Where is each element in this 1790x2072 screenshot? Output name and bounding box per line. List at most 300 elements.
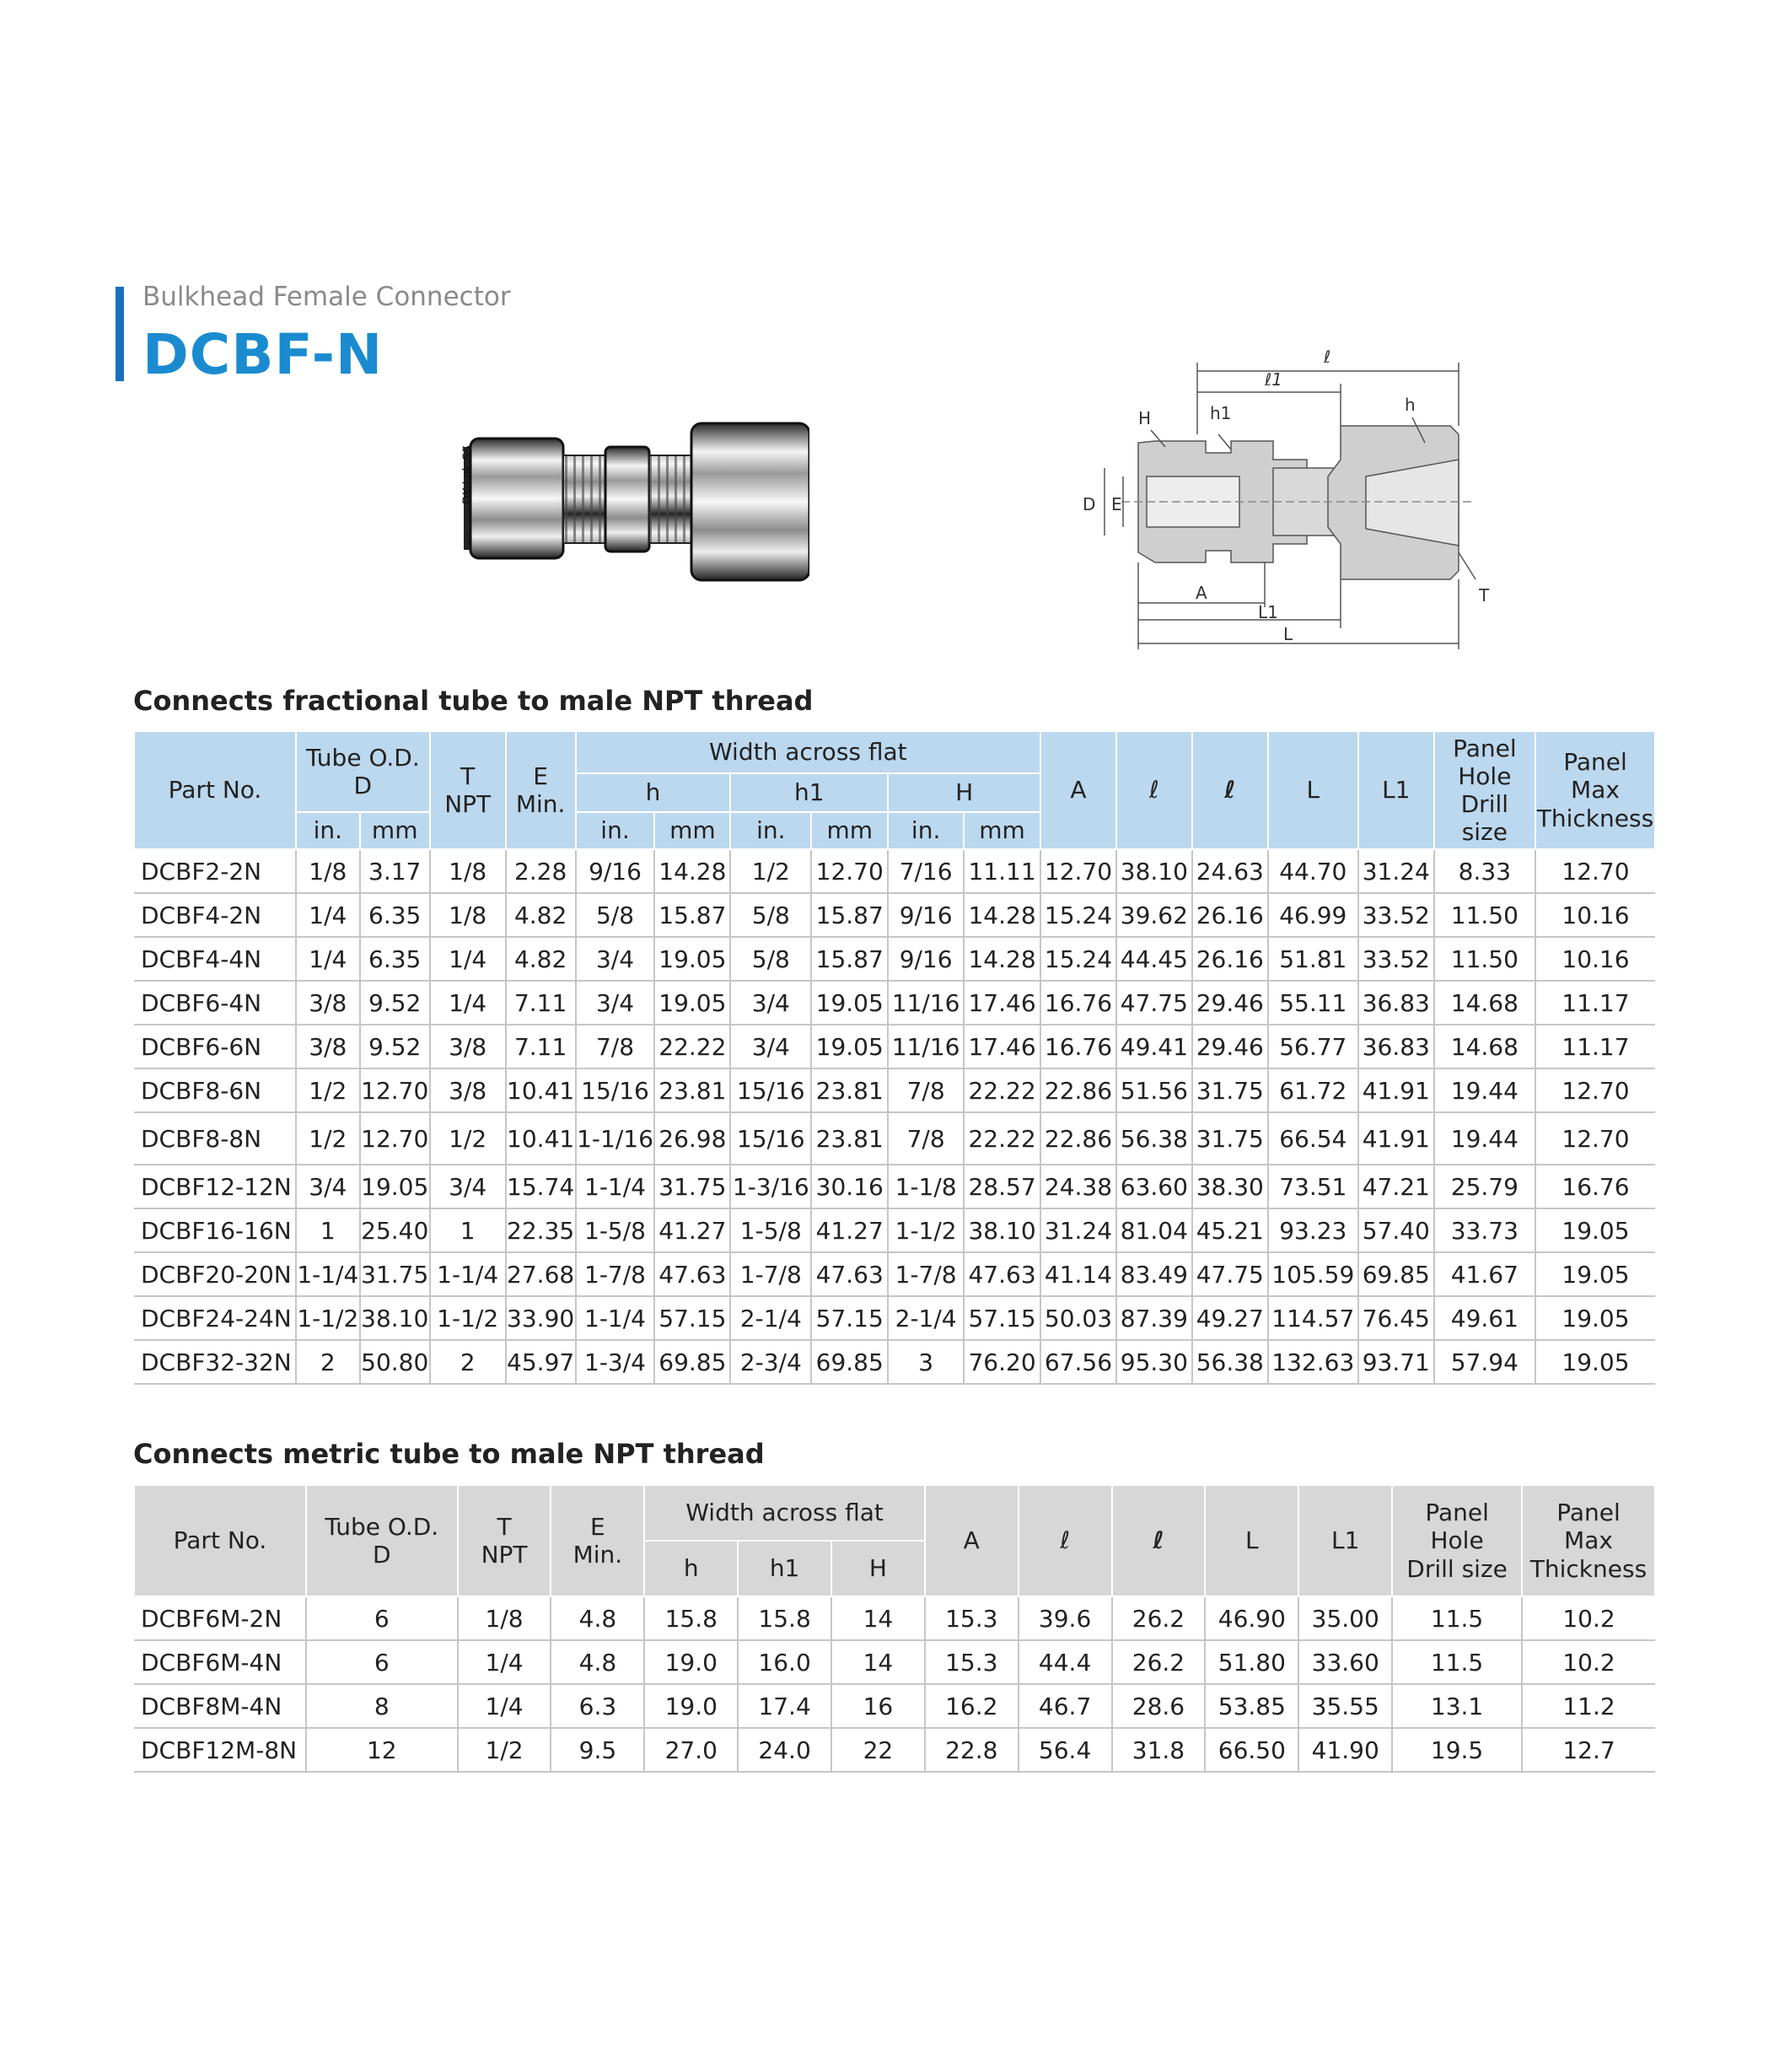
table-cell: 11.5 [1392,1596,1522,1640]
table-cell: 15.3 [925,1596,1019,1640]
table-cell: 1/2 [430,1112,506,1165]
col-tube-in: in. [296,812,360,849]
table-cell: 33.52 [1358,937,1434,981]
table-cell: 31.75 [1192,1068,1268,1112]
metric-col-h1: h1 [738,1541,831,1596]
table-cell: 35.00 [1298,1596,1392,1640]
table-cell: 19.05 [654,981,730,1025]
table-cell: 11/16 [888,1025,964,1068]
table-row [134,1296,1655,1340]
table-cell: 11.5 [1392,1640,1522,1684]
metric-col-panel-hole-drill [1392,1485,1522,1596]
table-cell: 1-1/4 [296,1252,360,1296]
table-cell: 24.63 [1192,849,1268,893]
table-cell: 38.30 [1192,1165,1268,1208]
dim-label-L1: L1 [1258,602,1278,622]
metric-table-body [134,1596,1655,1772]
table-cell: 1/2 [730,849,811,893]
dim-label-E: E [1111,494,1122,514]
metric-col-H: H [831,1541,925,1596]
col-panel-hole-drill [1434,731,1535,849]
table-cell: 31.75 [360,1252,430,1296]
table-cell: 38.10 [360,1296,430,1340]
table-cell: 41.91 [1358,1068,1434,1112]
table-row [134,1340,1655,1384]
table-cell: 15.3 [925,1640,1019,1684]
table-cell: 95.30 [1116,1340,1192,1384]
table-cell: 9/16 [888,937,964,981]
col-part-no: Part No. [134,731,296,849]
table-cell: 16.76 [1040,981,1116,1025]
table-cell: 1/4 [458,1640,551,1684]
part-number-cell: DCBF16-16N [134,1208,296,1252]
table-cell: 1/4 [296,893,360,937]
table-cell: 4.82 [506,937,576,981]
table-cell: 36.83 [1358,1025,1434,1068]
table-cell: 14.28 [964,937,1040,981]
table-cell: 26.2 [1112,1596,1206,1640]
table-cell: 44.4 [1019,1640,1112,1684]
part-number-cell: DCBF6M-4N [134,1640,306,1684]
table-cell: 12.70 [1535,1068,1655,1112]
table-cell: 14.28 [964,893,1040,937]
panel-hole-line3: Drill size [1460,790,1509,847]
table-cell: 6 [306,1640,458,1684]
panel-max-line1: Panel [1563,748,1627,777]
table-cell: 3 [888,1340,964,1384]
table-cell: 25.79 [1434,1165,1535,1208]
table-cell: 3/4 [730,1025,811,1068]
panel-hole-line2: Hole [1458,762,1512,790]
table-cell: 24.38 [1040,1165,1116,1208]
table-cell: 31.8 [1112,1728,1206,1772]
table-cell: 41.90 [1298,1728,1392,1772]
metric-npt-label: NPT [481,1541,528,1569]
table-cell: 14.68 [1434,981,1535,1025]
table-cell: 12.70 [360,1068,430,1112]
table-cell: 9.52 [360,1025,430,1068]
table-cell: 1/2 [296,1112,360,1165]
col-H-in: in. [888,812,964,849]
table-cell: 11.17 [1535,981,1655,1025]
table-cell: 7/16 [888,849,964,893]
table-cell: 47.21 [1358,1165,1434,1208]
tube-od-symbol: D [353,772,373,799]
t-label: T [460,762,476,790]
table-cell: 1 [430,1208,506,1252]
col-H-mm: mm [964,812,1040,849]
product-photo [455,413,809,590]
table-cell: 12 [306,1728,458,1772]
tube-od-label: Tube O.D. [305,743,420,772]
table-cell: 57.40 [1358,1208,1434,1252]
table-cell: 35.55 [1298,1684,1392,1728]
part-number-cell: DCBF6-4N [134,981,296,1025]
table-cell: 50.80 [360,1340,430,1384]
table-cell: 44.45 [1116,937,1192,981]
metric-e-min-label: Min. [572,1541,623,1569]
table-cell: 2-3/4 [730,1340,811,1384]
table-cell: 24.0 [738,1728,831,1772]
table-cell: 10.41 [506,1068,576,1112]
table-cell: 8.33 [1434,849,1535,893]
dim-label-l: ℓ [1324,347,1331,367]
part-number-cell: DCBF4-4N [134,937,296,981]
table-cell: 23.81 [811,1112,888,1165]
table-cell: 132.63 [1268,1340,1358,1384]
table-cell: 19.05 [654,937,730,981]
table-cell: 4.8 [551,1596,644,1640]
table-cell: 1-5/8 [730,1208,811,1252]
table-cell: 7/8 [576,1025,655,1068]
table-cell: 22.8 [925,1728,1019,1772]
dim-label-h: h [1405,395,1416,415]
part-number-cell: DCBF6-6N [134,1025,296,1068]
table-row [134,849,1655,893]
table-cell: 10.41 [506,1112,576,1165]
table-row [134,981,1655,1025]
table-cell: 45.97 [506,1340,576,1384]
table-cell: 1-1/4 [430,1252,506,1296]
table-cell: 10.2 [1522,1596,1655,1640]
table-cell: 19.05 [811,1025,888,1068]
metric-col-l-script: ℓ [1019,1485,1112,1596]
table-cell: 6.35 [360,893,430,937]
table-cell: 81.04 [1116,1208,1192,1252]
table-cell: 11.2 [1522,1684,1655,1728]
table-cell: 19.05 [1535,1296,1655,1340]
table-cell: 38.10 [1116,849,1192,893]
table-cell: 29.46 [1192,1025,1268,1068]
table-cell: 22.22 [964,1112,1040,1165]
table-cell: 15/16 [730,1112,811,1165]
dim-label-H: H [1138,408,1152,428]
col-h-in: in. [576,812,655,849]
table-cell: 5/8 [730,937,811,981]
table-cell: 7/8 [888,1068,964,1112]
metric-col-e-min [551,1485,644,1596]
table-cell: 1-7/8 [888,1252,964,1296]
col-e-min [506,731,576,849]
table-cell: 26.16 [1192,893,1268,937]
e-min-label: Min. [515,790,566,818]
table-cell: 19.05 [1535,1340,1655,1384]
part-number-cell: DCBF2-2N [134,849,296,893]
metric-col-L: L [1205,1485,1298,1596]
table-cell: 26.2 [1112,1640,1206,1684]
table-cell: 19.0 [644,1684,738,1728]
table-cell: 2.28 [506,849,576,893]
table-cell: 16 [831,1684,925,1728]
table-row [134,1068,1655,1112]
table-cell: 69.85 [811,1340,888,1384]
table-cell: 41.27 [654,1208,730,1252]
table-cell: 41.27 [811,1208,888,1252]
metric-col-part-no: Part No. [134,1485,306,1596]
table-cell: 17.46 [964,981,1040,1025]
table-cell: 9/16 [576,849,655,893]
table-cell: 1/4 [296,937,360,981]
table-cell: 14.68 [1434,1025,1535,1068]
table-cell: 16.2 [925,1684,1019,1728]
table-cell: 22.22 [654,1025,730,1068]
dim-label-T: T [1479,585,1490,605]
table-cell: 1/4 [458,1684,551,1728]
table-cell: 11/16 [888,981,964,1025]
table-cell: 39.62 [1116,893,1192,937]
table-cell: 7/8 [888,1112,964,1165]
table-cell: 1-7/8 [730,1252,811,1296]
table-cell: 15/16 [576,1068,655,1112]
table-cell: 1/8 [296,849,360,893]
table-cell: 9.5 [551,1728,644,1772]
table-row [134,1112,1655,1165]
table-cell: 33.60 [1298,1640,1392,1684]
table-cell: 3/8 [430,1025,506,1068]
table-cell: 1-3/16 [730,1165,811,1208]
table-row [134,1165,1655,1208]
table-cell: 31.75 [1192,1112,1268,1165]
table-cell: 1-3/4 [576,1340,655,1384]
dimension-drawing [1071,342,1518,662]
part-number-cell: DCBF8-8N [134,1112,296,1165]
table-cell: 19.0 [644,1640,738,1684]
table-cell: 73.51 [1268,1165,1358,1208]
metric-col-width-across-flat: Width across flat [644,1485,925,1541]
table-cell: 33.52 [1358,893,1434,937]
metric-panel-hole-line1: Panel [1425,1499,1489,1527]
panel-hole-line1: Panel [1453,734,1517,762]
table-cell: 3/8 [296,1025,360,1068]
col-h1-mm: mm [811,812,888,849]
table-cell: 12.70 [360,1112,430,1165]
dim-label-l1: ℓ1 [1265,369,1282,390]
table-cell: 17.46 [964,1025,1040,1068]
table-cell: 1/8 [430,849,506,893]
accent-bar [116,287,124,381]
table-row [134,1728,1655,1772]
table-cell: 1/8 [458,1596,551,1640]
table-cell: 3/4 [730,981,811,1025]
table-cell: 67.56 [1040,1340,1116,1384]
table-cell: 46.90 [1205,1596,1298,1640]
table-cell: 4.8 [551,1640,644,1684]
table-cell: 15.87 [654,893,730,937]
table-cell: 2-1/4 [888,1296,964,1340]
table-cell: 14 [831,1640,925,1684]
table-cell: 5/8 [730,893,811,937]
table-cell: 76.45 [1358,1296,1434,1340]
table-cell: 11.50 [1434,937,1535,981]
table-cell: 57.15 [654,1296,730,1340]
metric-tube-od-label: Tube O.D. [325,1512,439,1541]
fractional-spec-table [133,730,1656,1385]
table-cell: 47.75 [1192,1252,1268,1296]
table-cell: 10.16 [1535,893,1655,937]
dim-label-D: D [1083,494,1096,514]
part-number-cell: DCBF8M-4N [134,1684,306,1728]
table-cell: 1-1/8 [888,1165,964,1208]
table-cell: 10.2 [1522,1640,1655,1684]
col-tube-mm: mm [360,812,430,849]
table-row [134,937,1655,981]
table-cell: 66.54 [1268,1112,1358,1165]
table-cell: 28.6 [1112,1684,1206,1728]
table-cell: 11.50 [1434,893,1535,937]
table-cell: 27.0 [644,1728,738,1772]
table-cell: 15.8 [644,1596,738,1640]
table-cell: 19.05 [1535,1208,1655,1252]
table-cell: 15.74 [506,1165,576,1208]
metric-table-title: Connects metric tube to male NPT thread [133,1438,765,1470]
col-width-across-flat: Width across flat [576,731,1040,773]
table-cell: 2 [296,1340,360,1384]
table-row [134,1684,1655,1728]
metric-panel-max-line2: Max [1564,1526,1613,1555]
table-cell: 22.22 [964,1068,1040,1112]
table-cell: 87.39 [1116,1296,1192,1340]
table-cell: 44.70 [1268,849,1358,893]
col-h-mm: mm [654,812,730,849]
table-cell: 11.17 [1535,1025,1655,1068]
metric-panel-max-line3: Thickness [1529,1554,1648,1583]
table-cell: 56.38 [1192,1340,1268,1384]
table-cell: 27.68 [506,1252,576,1296]
table-cell: 1/2 [458,1728,551,1772]
table-cell: 56.77 [1268,1025,1358,1068]
table-cell: 14 [831,1596,925,1640]
table-cell: 46.99 [1268,893,1358,937]
fractional-table-title: Connects fractional tube to male NPT thread [133,685,814,717]
metric-col-L1: L1 [1298,1485,1392,1596]
table-cell: 31.75 [654,1165,730,1208]
table-cell: 12.70 [1040,849,1116,893]
table-cell: 57.94 [1434,1340,1535,1384]
table-cell: 47.63 [654,1252,730,1296]
table-cell: 19.05 [1535,1252,1655,1296]
table-cell: 31.24 [1358,849,1434,893]
table-cell: 6.35 [360,937,430,981]
table-cell: 2-1/4 [730,1296,811,1340]
table-cell: 15.24 [1040,937,1116,981]
table-cell: 1-1/2 [296,1296,360,1340]
table-cell: 19.05 [360,1165,430,1208]
table-cell: 36.83 [1358,981,1434,1025]
part-number-cell: DCBF24-24N [134,1296,296,1340]
table-cell: 15/16 [730,1068,811,1112]
table-cell: 1-5/8 [576,1208,655,1252]
table-cell: 47.63 [964,1252,1040,1296]
table-cell: 6.3 [551,1684,644,1728]
table-cell: 16.0 [738,1640,831,1684]
table-cell: 5/8 [576,893,655,937]
table-cell: 13.1 [1392,1684,1522,1728]
table-cell: 3/4 [576,981,655,1025]
table-cell: 83.49 [1116,1252,1192,1296]
table-cell: 23.81 [811,1068,888,1112]
dim-label-A: A [1196,583,1207,603]
table-cell: 93.23 [1268,1208,1358,1252]
table-cell: 15.87 [811,893,888,937]
col-L: L [1268,731,1358,849]
table-cell: 29.46 [1192,981,1268,1025]
table-cell: 22.86 [1040,1068,1116,1112]
table-cell: 26.16 [1192,937,1268,981]
panel-max-line2: Max [1571,776,1620,805]
table-row [134,1596,1655,1640]
table-cell: 1-1/16 [576,1112,655,1165]
col-H: H [888,773,1040,812]
table-cell: 33.90 [506,1296,576,1340]
metric-col-h: h [644,1541,738,1596]
table-cell: 41.14 [1040,1252,1116,1296]
part-number-cell: DCBF32-32N [134,1340,296,1384]
table-cell: 17.4 [738,1684,831,1728]
metric-panel-max-line1: Panel [1556,1499,1621,1527]
col-h: h [576,773,731,812]
col-t-npt [430,731,506,849]
col-panel-max-thk [1535,731,1655,849]
metric-col-t-npt [458,1485,551,1596]
table-cell: 7.11 [506,1025,576,1068]
metric-panel-hole-line3: Drill size [1406,1554,1508,1583]
metric-col-panel-max-thk [1522,1485,1655,1596]
table-cell: 4.82 [506,893,576,937]
table-cell: 57.15 [964,1296,1040,1340]
table-cell: 3.17 [360,849,430,893]
table-cell: 3/4 [430,1165,506,1208]
table-cell: 105.59 [1268,1252,1358,1296]
metric-spec-table [133,1484,1656,1773]
col-h1: h1 [730,773,888,812]
table-cell: 7.11 [506,981,576,1025]
table-cell: 56.4 [1019,1728,1112,1772]
table-cell: 53.85 [1205,1684,1298,1728]
metric-col-tube-od [306,1485,458,1596]
table-cell: 3/4 [296,1165,360,1208]
table-cell: 8 [306,1684,458,1728]
table-cell: 56.38 [1116,1112,1192,1165]
table-cell: 1/8 [430,893,506,937]
table-cell: 22.35 [506,1208,576,1252]
table-row [134,1640,1655,1684]
table-cell: 31.24 [1040,1208,1116,1252]
table-cell: 33.73 [1434,1208,1535,1252]
col-tube-od [296,731,430,812]
table-cell: 1-1/4 [576,1296,655,1340]
table-cell: 2 [430,1340,506,1384]
table-cell: 69.85 [1358,1252,1434,1296]
table-cell: 3/8 [296,981,360,1025]
table-row [134,1252,1655,1296]
e-label: E [533,762,548,790]
table-cell: 41.67 [1434,1252,1535,1296]
table-cell: 15.8 [738,1596,831,1640]
table-cell: 19.5 [1392,1728,1522,1772]
part-number-cell: DCBF4-2N [134,893,296,937]
dim-label-h1: h1 [1210,403,1232,423]
table-cell: 25.40 [360,1208,430,1252]
metric-col-l-bold: ℓ [1112,1485,1206,1596]
table-cell: 63.60 [1116,1165,1192,1208]
table-cell: 51.80 [1205,1640,1298,1684]
product-title: DCBF-N [142,322,384,387]
col-L1: L1 [1358,731,1434,849]
table-cell: 3/4 [576,937,655,981]
panel-max-line3: Thickness [1536,804,1654,832]
table-cell: 45.21 [1192,1208,1268,1252]
table-row [134,1025,1655,1068]
